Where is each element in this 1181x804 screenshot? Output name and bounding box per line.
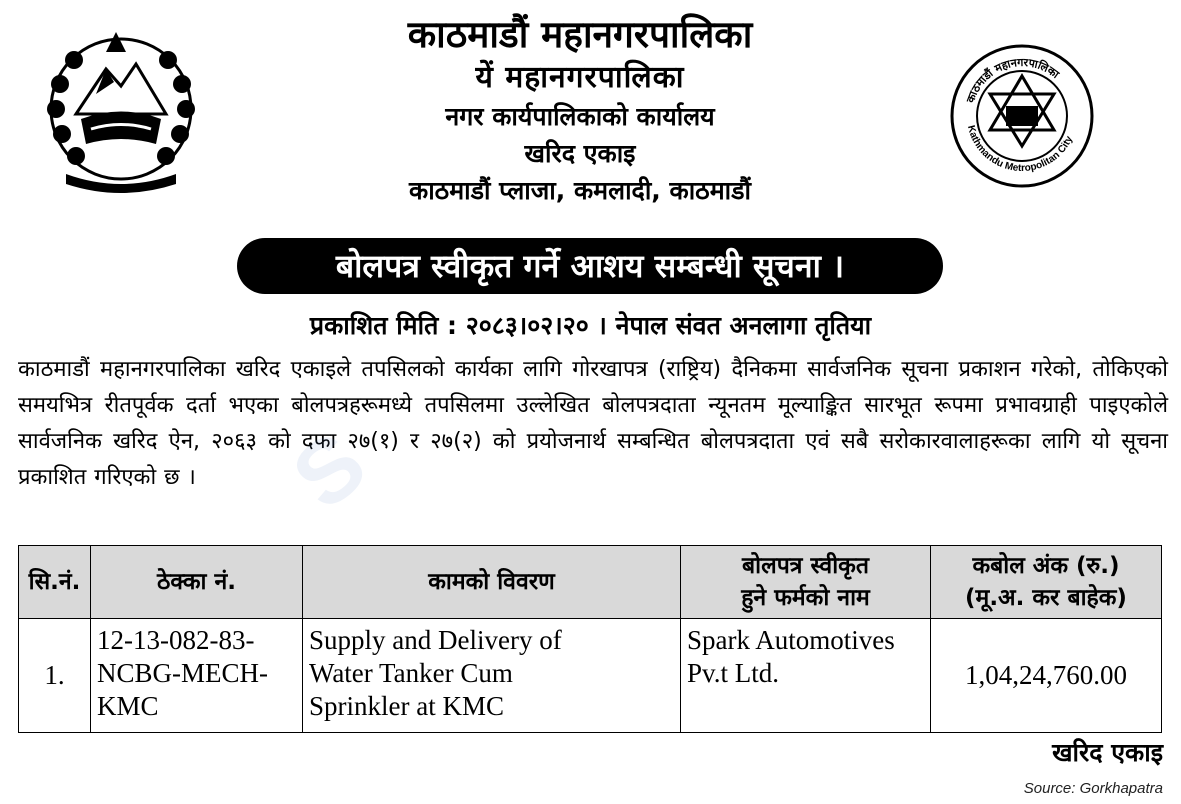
seal-bottom-text: Kathmandu Metropolitan City xyxy=(964,124,1076,175)
watermark-logo: S xyxy=(274,413,385,529)
header xyxy=(220,12,940,209)
unit-name: खरिद एकाइ xyxy=(524,139,636,168)
org-title: काठमाडौं महानगरपालिका xyxy=(407,13,753,56)
cell-sn: 1. xyxy=(19,619,91,733)
table-row xyxy=(19,619,1162,733)
contract-line: NCBG-MECH- xyxy=(97,658,269,688)
kmc-seal-icon xyxy=(950,44,1095,189)
seal-top-text: काठमाडौं महानगरपालिका xyxy=(963,55,1062,105)
contract-line: 12-13-082-83- xyxy=(97,625,255,655)
description-line: Water Tanker Cum xyxy=(309,658,513,688)
header-firm-line2: हुने फर्मको नाम xyxy=(741,585,870,611)
header-amount xyxy=(931,546,1162,619)
cell-firm xyxy=(681,619,931,733)
cell-contract xyxy=(91,619,303,733)
header-description: कामको विवरण xyxy=(303,546,681,619)
svg-text:काठमाडौं महानगरपालिका xyxy=(964,56,1063,106)
table-header-row xyxy=(19,546,1162,619)
cell-description xyxy=(303,619,681,733)
award-table xyxy=(18,545,1162,733)
contract-line: KMC xyxy=(97,691,159,721)
office-address: काठमाडौं प्लाजा, कमलादी, काठमाडौं xyxy=(409,176,751,205)
header-firm xyxy=(681,546,931,619)
header-amount-line2: (मू.अ. कर बाहेक) xyxy=(965,585,1127,611)
header-firm-line1: बोलपत्र स्वीकृत xyxy=(742,553,869,579)
svg-text:Kathmandu Metropolitan City xyxy=(965,124,1075,174)
cell-amount: 1,04,24,760.00 xyxy=(931,619,1162,733)
notice-body: काठमाडौं महानगरपालिका खरिद एकाइले तपसिलको कार्यका लागि गोरखापत्र (राष्ट्रिय) दैनिकमा सार्वजनिक सूचना प्रकाशन गरेको, तोकिएको समयभित्र रीतपूर्वक दर्ता भएका बोलपत्रहरूमध्ये तपसिलमा उल्लेखित बोलपत्रदाता न्यूनतम मूल्याङ्कित सारभूत रूपमा प्रभावग्राही पाइएकोले सार्वजनिक खरिद ऐन, २०६३ को दफा २७(१) र २७(२) को प्रयोजनार्थ सम्बन्धित बोलपत्रदाता एवं सबै सरोकारवालाहरूका लागि यो सूचना प्रकाशित गरिएको छ । xyxy=(18,357,1168,490)
header-contract: ठेक्का नं. xyxy=(91,546,303,619)
firm-line: Pv.t Ltd. xyxy=(687,658,780,688)
footer-unit: खरिद एकाइ xyxy=(1052,738,1163,767)
header-amount-line1: कबोल अंक (रु.) xyxy=(972,553,1120,579)
source-credit: Source: Gorkhapatra xyxy=(1023,780,1163,797)
header-sn: सि.नं. xyxy=(19,546,91,619)
firm-line: Spark Automotives xyxy=(687,625,895,655)
office-name: नगर कार्यपालिकाको कार्यालय xyxy=(445,102,715,131)
description-line: Sprinkler at KMC xyxy=(309,691,504,721)
nepal-emblem-icon xyxy=(36,24,206,194)
notice-title: बोलपत्र स्वीकृत गर्ने आशय सम्बन्धी सूचना । xyxy=(237,238,943,294)
description-line: Supply and Delivery of xyxy=(309,625,562,655)
org-title-newari: यें महानगरपालिका xyxy=(475,60,685,95)
publication-date: प्रकाशित मिति : २०८३।०२।२० । नेपाल संवत अनलागा तृतिया xyxy=(309,311,872,340)
